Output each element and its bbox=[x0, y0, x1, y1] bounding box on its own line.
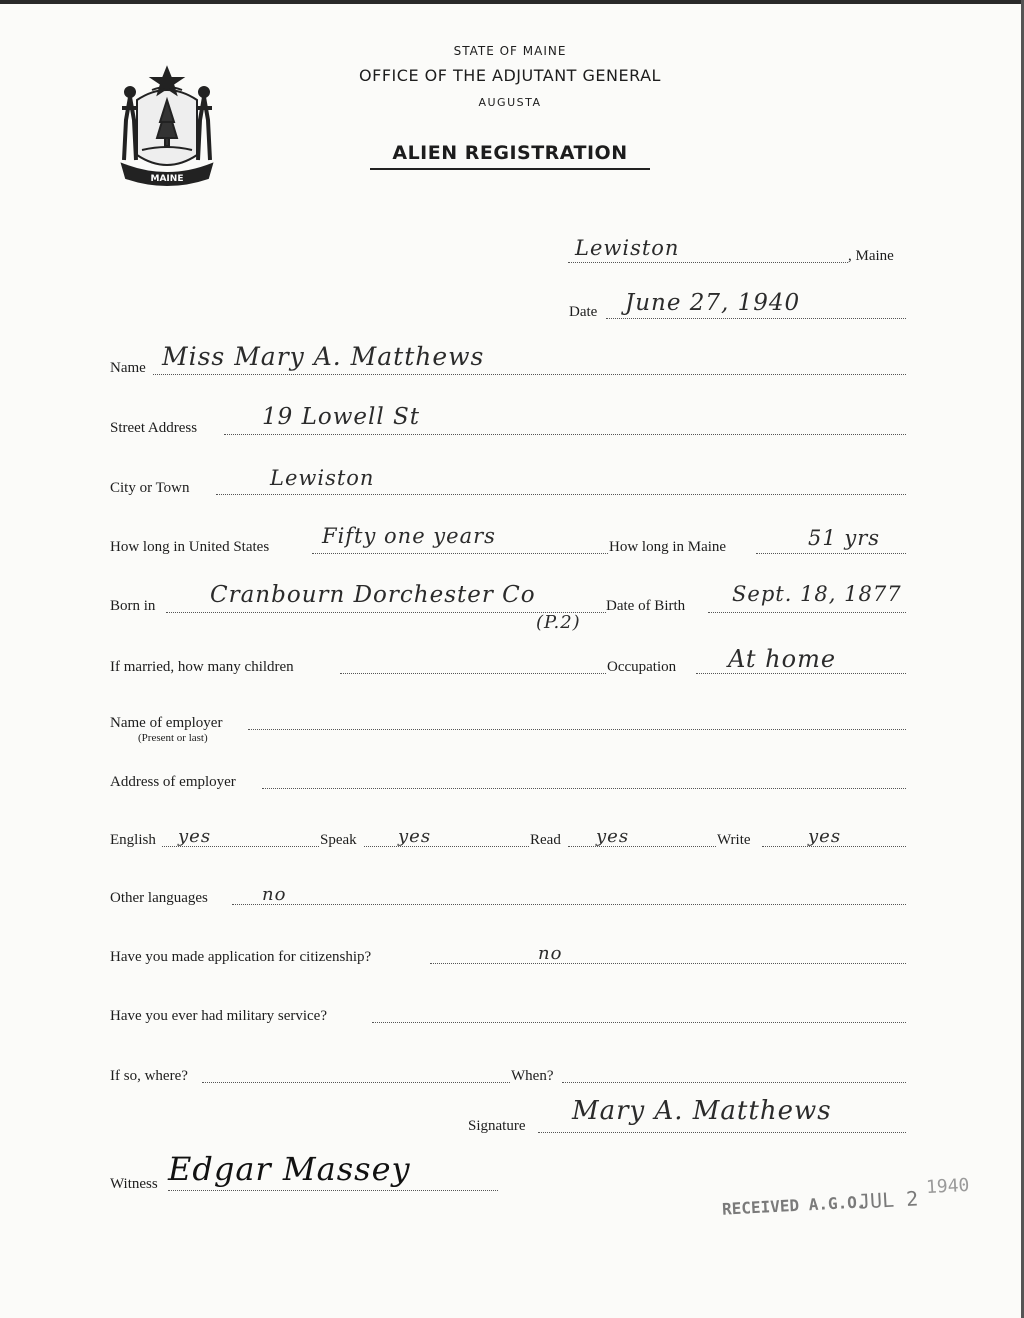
seal-text: MAINE bbox=[150, 174, 184, 184]
witness-line bbox=[168, 1190, 498, 1191]
city-label: City or Town bbox=[110, 480, 190, 496]
place-line bbox=[568, 262, 848, 263]
speak-label: Speak bbox=[320, 832, 357, 848]
us-duration-line bbox=[312, 553, 608, 554]
birth-date-label: Date of Birth bbox=[606, 598, 686, 614]
other-languages-label: Other languages bbox=[110, 890, 208, 906]
maine-duration-value: 51 yrs bbox=[808, 526, 881, 550]
received-stamp-text: RECEIVED A.G.O. bbox=[721, 1192, 867, 1219]
employer-address-line bbox=[262, 788, 906, 789]
employer-address-label: Address of employer bbox=[110, 774, 236, 790]
street-value: 19 Lowell St bbox=[262, 404, 421, 430]
citizenship-value: no bbox=[538, 943, 563, 964]
maine-duration-line bbox=[756, 553, 906, 554]
read-label: Read bbox=[530, 832, 561, 848]
born-label: Born in bbox=[110, 598, 156, 614]
other-languages-value: no bbox=[262, 884, 287, 905]
employer-label: Name of employer bbox=[110, 715, 223, 731]
speak-value: yes bbox=[398, 826, 432, 847]
other-languages-line bbox=[232, 904, 906, 905]
english-value: yes bbox=[178, 826, 212, 847]
top-edge bbox=[0, 0, 1024, 4]
name-value: Miss Mary A. Matthews bbox=[162, 342, 485, 371]
office-heading: OFFICE OF THE ADJUTANT GENERAL bbox=[359, 66, 661, 85]
received-stamp-year: 1940 bbox=[925, 1174, 970, 1199]
employer-line bbox=[248, 729, 906, 730]
where-label: If so, where? bbox=[110, 1068, 188, 1084]
witness-label: Witness bbox=[110, 1176, 158, 1192]
witness-value: Edgar Massey bbox=[168, 1150, 411, 1188]
date-line bbox=[606, 318, 906, 319]
signature-line bbox=[538, 1132, 906, 1133]
military-label: Have you ever had military service? bbox=[110, 1008, 327, 1024]
maine-duration-label: How long in Maine bbox=[609, 539, 727, 555]
title-underline bbox=[370, 168, 650, 170]
city-heading: AUGUSTA bbox=[478, 96, 542, 109]
english-label: English bbox=[110, 832, 156, 848]
employer-sublabel: (Present or last) bbox=[138, 732, 208, 744]
children-line bbox=[340, 673, 606, 674]
birth-date-value: Sept. 18, 1877 bbox=[732, 582, 902, 606]
military-line bbox=[372, 1022, 906, 1023]
place-suffix: , Maine bbox=[848, 248, 894, 264]
write-label: Write bbox=[717, 832, 751, 848]
us-duration-label: How long in United States bbox=[110, 539, 270, 555]
write-value: yes bbox=[808, 826, 842, 847]
occupation-line bbox=[696, 673, 906, 674]
when-line bbox=[562, 1082, 906, 1083]
occupation-value: At home bbox=[728, 645, 837, 673]
born-note: (P.2) bbox=[536, 612, 581, 633]
citizenship-line bbox=[430, 963, 906, 964]
street-line bbox=[224, 434, 906, 435]
maine-seal-icon bbox=[112, 60, 222, 190]
received-stamp-date: JUL 2 bbox=[857, 1186, 919, 1214]
speak-line bbox=[364, 846, 529, 847]
where-line bbox=[202, 1082, 510, 1083]
date-label: Date bbox=[569, 304, 598, 320]
birth-date-line bbox=[708, 612, 906, 613]
read-line bbox=[568, 846, 716, 847]
us-duration-value: Fifty one years bbox=[322, 524, 496, 548]
read-value: yes bbox=[596, 826, 630, 847]
place-value: Lewiston bbox=[575, 236, 680, 260]
name-label: Name bbox=[110, 360, 146, 376]
citizenship-label: Have you made application for citizenship? bbox=[110, 949, 372, 965]
street-label: Street Address bbox=[110, 420, 198, 436]
occupation-label: Occupation bbox=[607, 659, 677, 675]
signature-label: Signature bbox=[468, 1118, 526, 1134]
city-line bbox=[216, 494, 906, 495]
name-line bbox=[153, 374, 906, 375]
state-heading: STATE OF MAINE bbox=[453, 44, 567, 58]
signature-value: Mary A. Matthews bbox=[572, 1096, 832, 1126]
children-label: If married, how many children bbox=[110, 659, 294, 675]
born-value: Cranbourn Dorchester Co bbox=[210, 582, 536, 608]
when-label: When? bbox=[511, 1068, 554, 1084]
date-value: June 27, 1940 bbox=[625, 290, 801, 316]
form-title: ALIEN REGISTRATION bbox=[392, 142, 628, 164]
city-value: Lewiston bbox=[270, 466, 375, 490]
